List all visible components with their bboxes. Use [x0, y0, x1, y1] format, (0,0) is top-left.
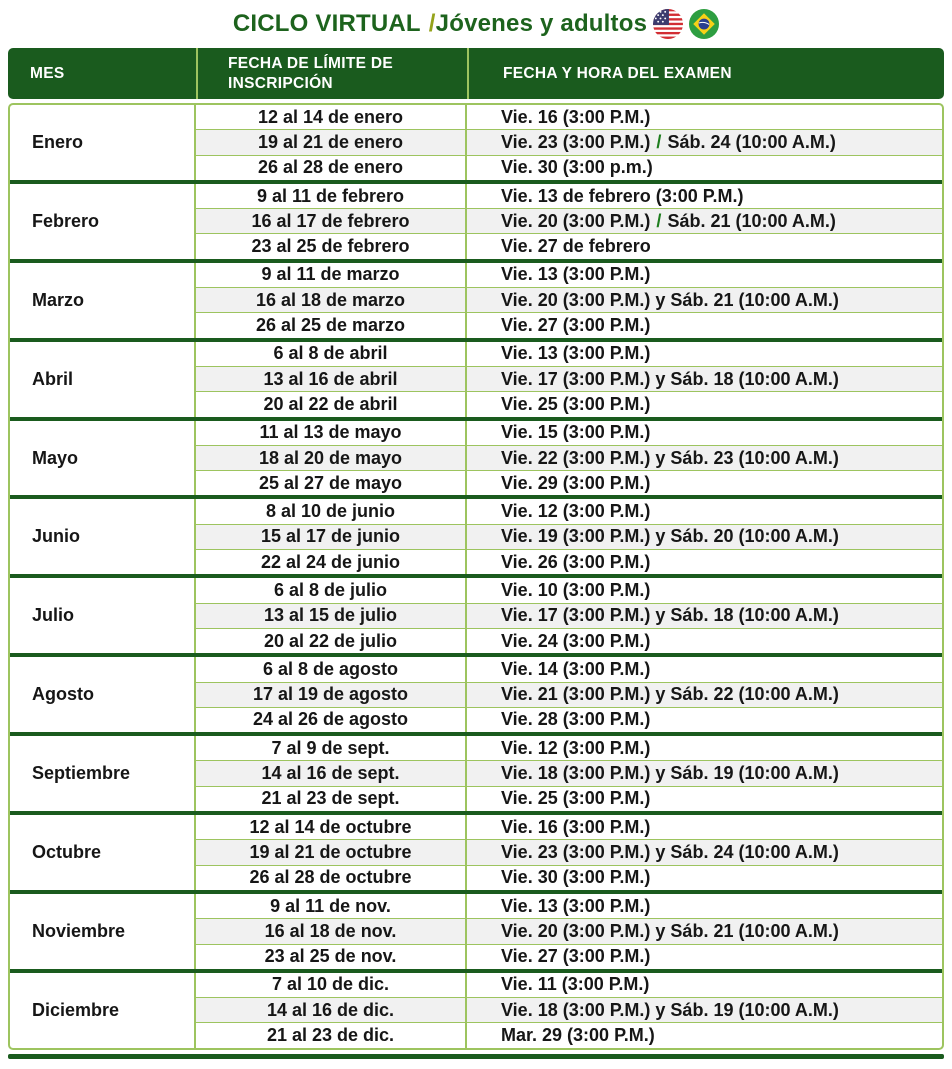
month-rows: [196, 342, 942, 417]
us-flag-icon: [653, 9, 683, 39]
month-group: [10, 890, 942, 969]
table-row: [196, 549, 942, 574]
column-header-examen: FECHA Y HORA DEL EXAMEN: [467, 48, 944, 99]
inscription-cell: 18 al 20 de mayo: [258, 447, 403, 468]
inscription-cell: 16 al 18 de nov.: [264, 920, 397, 941]
exam-cell: Vie. 16 (3:00 P.M.): [465, 815, 942, 839]
month-name: Febrero: [10, 184, 196, 259]
exam-cell: Vie. 13 (3:00 P.M.): [465, 894, 942, 918]
table-row: [196, 894, 942, 918]
month-rows: [196, 499, 942, 574]
month-name: Marzo: [10, 263, 196, 338]
inscription-cell: 19 al 21 de octubre: [249, 841, 412, 862]
inscription-cell: 20 al 22 de julio: [263, 630, 398, 651]
month-rows: [196, 105, 942, 180]
title-subtitle: Jóvenes y adultos: [435, 10, 648, 37]
inscription-cell: 11 al 13 de mayo: [259, 422, 402, 443]
month-name: Julio: [10, 578, 196, 653]
month-group: [10, 811, 942, 890]
inscription-cell: 14 al 16 de dic.: [266, 999, 395, 1020]
exam-cell: Vie. 20 (3:00 P.M.) y Sáb. 21 (10:00 A.M.): [465, 919, 942, 943]
table-row: [196, 786, 942, 811]
exam-cell: Vie. 27 de febrero: [465, 234, 942, 258]
brazil-flag-icon: [689, 9, 719, 39]
inscription-cell: 6 al 8 de agosto: [262, 658, 399, 679]
month-rows: [196, 973, 942, 1048]
exam-cell: Vie. 14 (3:00 P.M.): [465, 657, 942, 681]
inscription-cell: 22 al 24 de junio: [260, 551, 401, 572]
page-title: [0, 0, 952, 48]
month-name: Junio: [10, 499, 196, 574]
table-header: [8, 48, 944, 99]
table-row: [196, 312, 942, 337]
table-row: [196, 499, 942, 523]
column-header-mes: MES: [30, 64, 65, 82]
table-row: [196, 391, 942, 416]
month-name: Noviembre: [10, 894, 196, 969]
month-group: [10, 259, 942, 338]
table-row: [196, 184, 942, 208]
table-row: [196, 682, 942, 707]
exam-cell: Vie. 20 (3:00 P.M.) / Sáb. 21 (10:00 A.M.): [465, 209, 942, 233]
inscription-cell: 20 al 22 de abril: [263, 393, 398, 414]
month-name: Agosto: [10, 657, 196, 732]
month-group: [10, 180, 942, 259]
exam-cell: Vie. 20 (3:00 P.M.) y Sáb. 21 (10:00 A.M.): [465, 288, 942, 312]
table-row: [196, 815, 942, 839]
green-slash: /: [656, 210, 662, 231]
inscription-cell: 16 al 18 de marzo: [255, 289, 406, 310]
exam-cell: Vie. 19 (3:00 P.M.) y Sáb. 20 (10:00 A.M.): [465, 525, 942, 549]
exam-cell: Vie. 25 (3:00 P.M.): [465, 787, 942, 811]
month-group: [10, 653, 942, 732]
exam-cell: Vie. 28 (3:00 P.M.): [465, 708, 942, 732]
inscription-cell: 23 al 25 de febrero: [251, 236, 410, 257]
exam-cell: Vie. 25 (3:00 P.M.): [465, 392, 942, 416]
title-slash: /: [428, 10, 436, 37]
table-row: [196, 470, 942, 495]
month-group: [10, 105, 942, 180]
month-rows: [196, 184, 942, 259]
month-group: [10, 574, 942, 653]
exam-cell: Vie. 26 (3:00 P.M.): [465, 550, 942, 574]
exam-cell: Vie. 11 (3:00 P.M.): [465, 973, 942, 997]
exam-cell: Vie. 13 de febrero (3:00 P.M.): [465, 184, 942, 208]
exam-cell: Vie. 27 (3:00 P.M.): [465, 945, 942, 969]
exam-cell: Vie. 13 (3:00 P.M.): [465, 342, 942, 366]
column-header-inscripcion-label: FECHA DE LÍMITE DE INSCRIPCIÓN: [228, 55, 393, 92]
schedule-table: [8, 48, 944, 1050]
table-row: [196, 657, 942, 681]
table-row: [196, 839, 942, 864]
inscription-cell: 21 al 23 de sept.: [261, 788, 400, 809]
month-rows: [196, 736, 942, 811]
month-rows: [196, 263, 942, 338]
table-row: [196, 233, 942, 258]
table-body: [8, 103, 944, 1050]
exam-cell: Mar. 29 (3:00 P.M.): [465, 1023, 942, 1047]
table-row: [196, 366, 942, 391]
exam-cell: Vie. 17 (3:00 P.M.) y Sáb. 18 (10:00 A.M.): [465, 367, 942, 391]
table-row: [196, 421, 942, 445]
exam-cell: Vie. 29 (3:00 P.M.): [465, 471, 942, 495]
inscription-cell: 9 al 11 de febrero: [256, 185, 405, 206]
month-name: Septiembre: [10, 736, 196, 811]
exam-cell: Vie. 10 (3:00 P.M.): [465, 578, 942, 602]
table-row: [196, 944, 942, 969]
month-rows: [196, 578, 942, 653]
table-row: [196, 208, 942, 233]
inscription-cell: 26 al 25 de marzo: [255, 315, 406, 336]
inscription-cell: 9 al 11 de nov.: [270, 895, 391, 916]
table-row: [196, 760, 942, 785]
inscription-cell: 17 al 19 de agosto: [252, 684, 409, 705]
inscription-cell: 24 al 26 de agosto: [252, 709, 409, 730]
inscription-cell: 16 al 17 de febrero: [251, 210, 410, 231]
inscription-cell: 15 al 17 de junio: [260, 526, 401, 547]
inscription-cell: 26 al 28 de octubre: [249, 867, 412, 888]
table-row: [196, 628, 942, 653]
table-row: [196, 1022, 942, 1047]
exam-cell: Vie. 16 (3:00 P.M.): [465, 105, 942, 129]
inscription-cell: 6 al 8 de abril: [273, 343, 388, 364]
month-name: Abril: [10, 342, 196, 417]
month-rows: [196, 421, 942, 496]
inscription-cell: 25 al 27 de mayo: [258, 472, 403, 493]
exam-cell: Vie. 23 (3:00 P.M.) / Sáb. 24 (10:00 A.M.): [465, 130, 942, 154]
exam-cell: Vie. 30 (3:00 p.m.): [465, 156, 942, 180]
table-row: [196, 918, 942, 943]
table-row: [196, 707, 942, 732]
month-group: [10, 969, 942, 1048]
inscription-cell: 23 al 25 de nov.: [264, 946, 397, 967]
exam-cell: Vie. 18 (3:00 P.M.) y Sáb. 19 (10:00 A.M.): [465, 998, 942, 1022]
month-group: [10, 338, 942, 417]
inscription-cell: 6 al 8 de julio: [273, 579, 388, 600]
month-rows: [196, 815, 942, 890]
exam-cell: Vie. 17 (3:00 P.M.) y Sáb. 18 (10:00 A.M.): [465, 604, 942, 628]
table-row: [196, 865, 942, 890]
inscription-cell: 19 al 21 de enero: [257, 131, 404, 152]
month-group: [10, 417, 942, 496]
table-row: [196, 578, 942, 602]
bottom-divider: [8, 1054, 944, 1059]
exam-cell: Vie. 24 (3:00 P.M.): [465, 629, 942, 653]
exam-cell: Vie. 15 (3:00 P.M.): [465, 421, 942, 445]
month-name: Enero: [10, 105, 196, 180]
inscription-cell: 12 al 14 de octubre: [249, 816, 412, 837]
table-row: [196, 287, 942, 312]
exam-cell: Vie. 12 (3:00 P.M.): [465, 736, 942, 760]
table-row: [196, 155, 942, 180]
inscription-cell: 14 al 16 de sept.: [261, 763, 400, 784]
green-slash: /: [656, 131, 662, 152]
exam-cell: Vie. 23 (3:00 P.M.) y Sáb. 24 (10:00 A.M.): [465, 840, 942, 864]
column-header-inscripcion: [196, 48, 467, 99]
table-row: [196, 263, 942, 287]
exam-cell: Vie. 30 (3:00 P.M.): [465, 866, 942, 890]
exam-cell: Vie. 12 (3:00 P.M.): [465, 499, 942, 523]
inscription-cell: 7 al 10 de dic.: [271, 974, 390, 995]
table-row: [196, 342, 942, 366]
title-main: CICLO VIRTUAL: [232, 10, 421, 37]
inscription-cell: 9 al 11 de marzo: [261, 264, 400, 285]
exam-cell: Vie. 18 (3:00 P.M.) y Sáb. 19 (10:00 A.M.): [465, 761, 942, 785]
month-name: Mayo: [10, 421, 196, 496]
month-rows: [196, 657, 942, 732]
table-row: [196, 524, 942, 549]
inscription-cell: 8 al 10 de junio: [265, 501, 396, 522]
month-group: [10, 495, 942, 574]
exam-cell: Vie. 13 (3:00 P.M.): [465, 263, 942, 287]
inscription-cell: 12 al 14 de enero: [257, 106, 404, 127]
month-rows: [196, 894, 942, 969]
table-row: [196, 129, 942, 154]
table-row: [196, 603, 942, 628]
month-name: Octubre: [10, 815, 196, 890]
table-row: [196, 445, 942, 470]
exam-cell: Vie. 22 (3:00 P.M.) y Sáb. 23 (10:00 A.M.): [465, 446, 942, 470]
month-group: [10, 732, 942, 811]
table-row: [196, 973, 942, 997]
inscription-cell: 13 al 16 de abril: [263, 368, 398, 389]
inscription-cell: 7 al 9 de sept.: [271, 737, 390, 758]
table-row: [196, 997, 942, 1022]
inscription-cell: 21 al 23 de dic.: [266, 1025, 395, 1046]
exam-cell: Vie. 27 (3:00 P.M.): [465, 313, 942, 337]
exam-cell: Vie. 21 (3:00 P.M.) y Sáb. 22 (10:00 A.M.): [465, 683, 942, 707]
table-row: [196, 105, 942, 129]
month-name: Diciembre: [10, 973, 196, 1048]
inscription-cell: 26 al 28 de enero: [257, 157, 404, 178]
inscription-cell: 13 al 15 de julio: [263, 605, 398, 626]
table-row: [196, 736, 942, 760]
